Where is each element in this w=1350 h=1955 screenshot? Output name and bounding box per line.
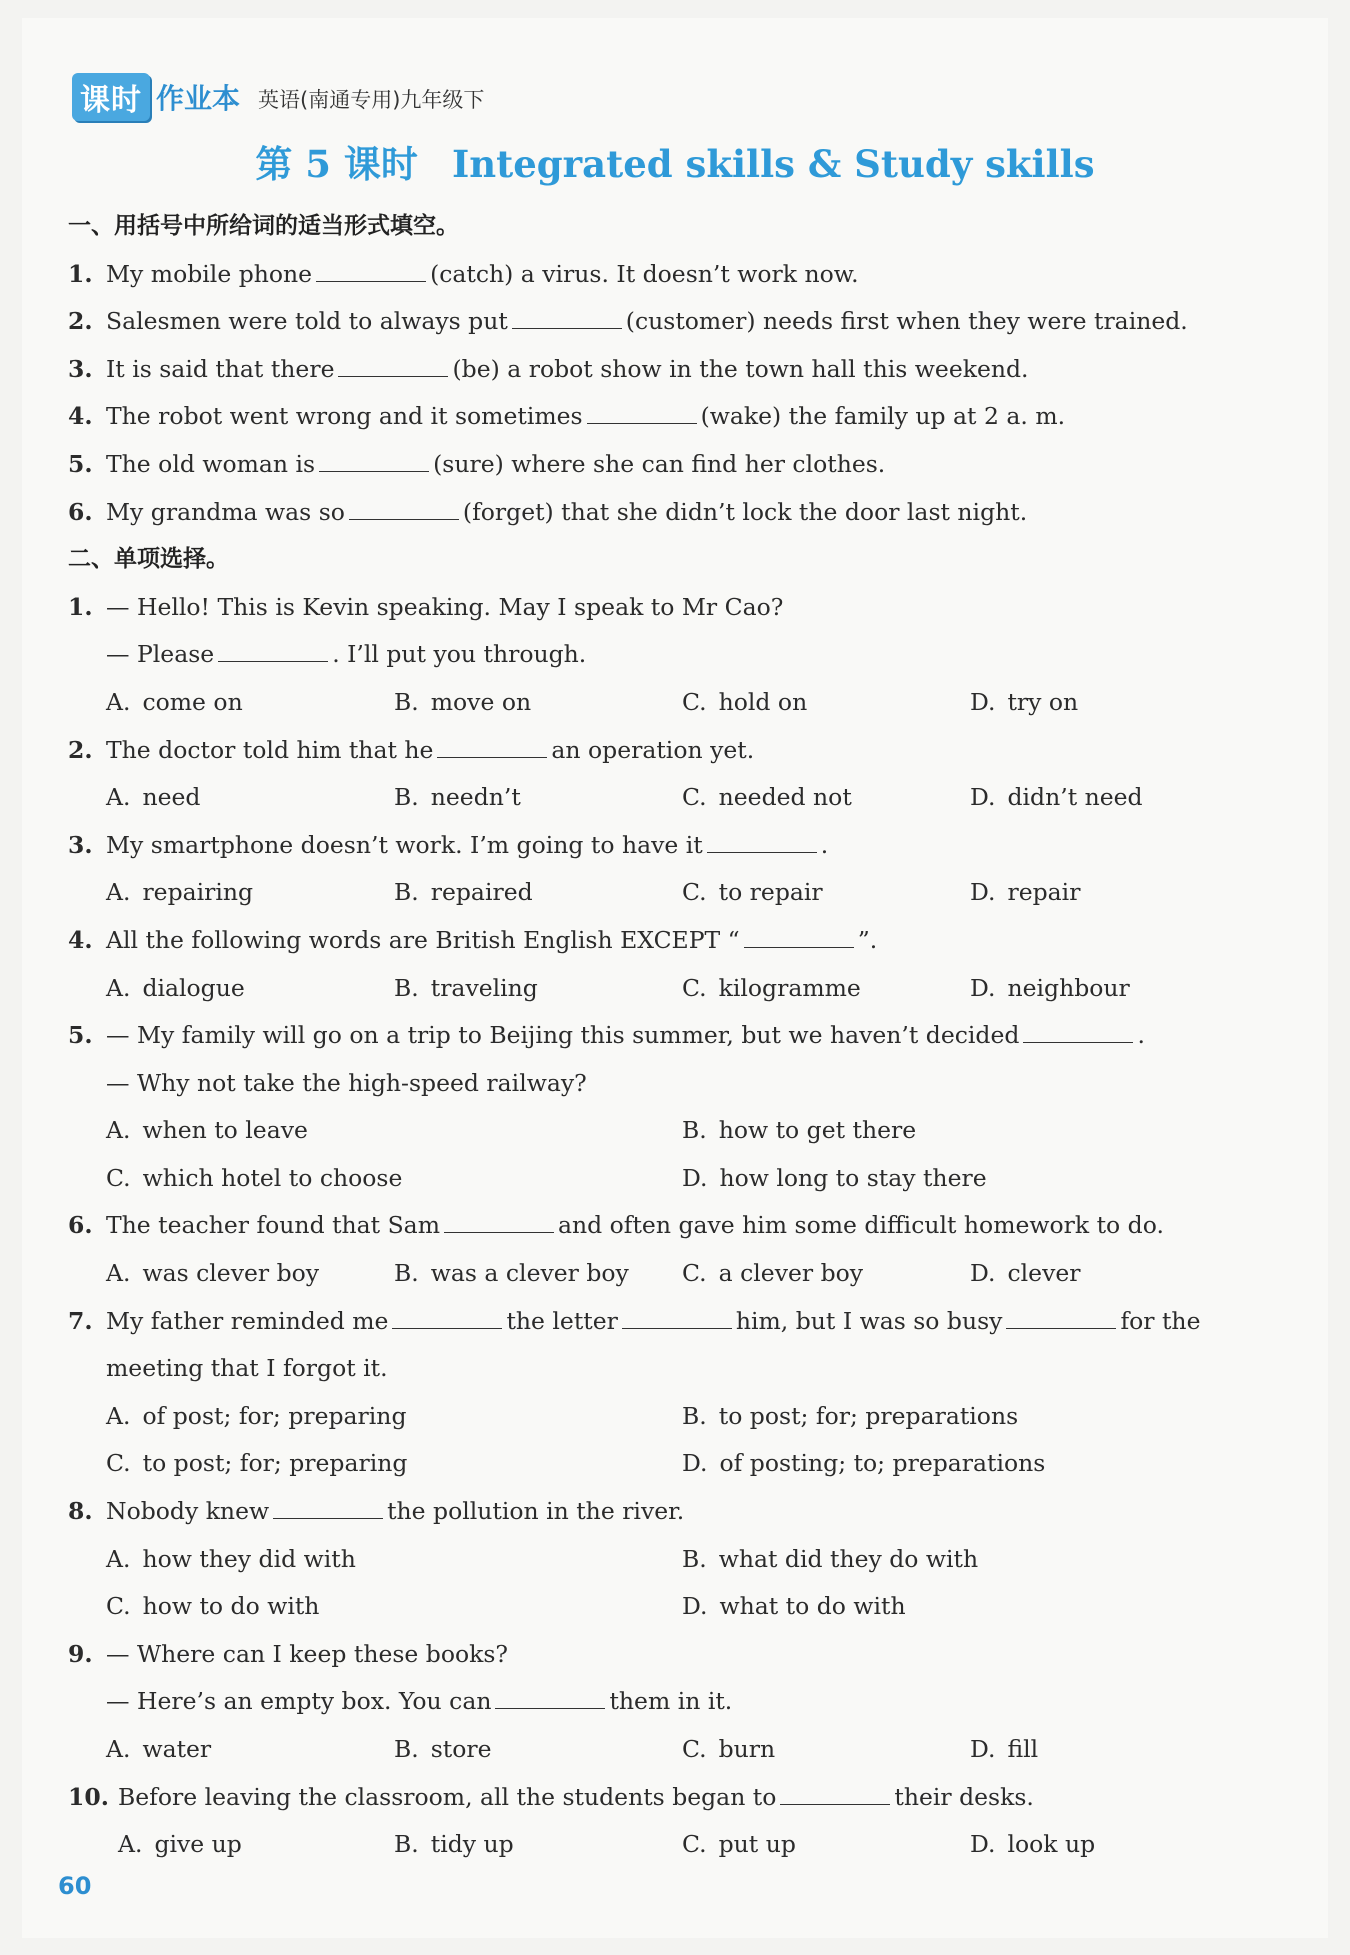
answer-blank[interactable] xyxy=(512,300,622,329)
part1-heading: 一、用括号中所给词的适当形式填空。 xyxy=(68,213,459,239)
option-row xyxy=(68,679,1288,727)
question-stem: — Please . I’ll put you through. xyxy=(68,631,1288,679)
option-row xyxy=(68,774,1288,822)
option-b[interactable]: B. how to get there xyxy=(682,1116,917,1145)
option-b[interactable]: B. to post; for; preparations xyxy=(682,1401,1019,1430)
option-row xyxy=(68,1821,1288,1869)
option-d[interactable]: D. what to do with xyxy=(682,1592,906,1621)
option-c[interactable]: C. needed not xyxy=(682,783,852,812)
option-c[interactable]: C. how to do with xyxy=(106,1592,320,1621)
brand-logo-text: 作业本 xyxy=(156,82,241,115)
option-row xyxy=(68,1250,1288,1298)
option-b[interactable]: B. traveling xyxy=(394,973,538,1002)
option-d[interactable]: D. didn’t need xyxy=(970,783,1143,812)
option-a[interactable]: A. come on xyxy=(106,687,243,716)
answer-blank[interactable] xyxy=(319,443,429,472)
answer-blank[interactable] xyxy=(316,253,426,282)
fill-item: 5. The old woman is (sure) where she can find her clothes. xyxy=(68,441,1288,489)
option-b[interactable]: B. was a clever boy xyxy=(394,1259,629,1288)
option-d[interactable]: D. try on xyxy=(970,687,1079,716)
option-row xyxy=(68,1583,1288,1631)
option-row xyxy=(68,965,1288,1013)
question-stem: 1. — Hello! This is Kevin speaking. May I speak to Mr Cao? xyxy=(68,592,784,621)
option-d[interactable]: D. look up xyxy=(970,1830,1096,1859)
option-a[interactable]: A. need xyxy=(106,783,201,812)
lesson-title xyxy=(0,134,1350,188)
option-a[interactable]: A. when to leave xyxy=(106,1116,308,1145)
option-d[interactable]: D. of posting; to; preparations xyxy=(682,1449,1046,1478)
option-d[interactable]: D. fill xyxy=(970,1735,1039,1763)
fill-item: 4. The robot went wrong and it sometimes (wake) the family up at 2 a. m. xyxy=(68,393,1288,441)
answer-blank[interactable] xyxy=(587,395,697,424)
fill-item: 1. My mobile phone (catch) a virus. It doesn’t work now. xyxy=(68,251,1288,299)
page-number: 60 xyxy=(58,1872,92,1900)
option-row xyxy=(68,1440,1288,1488)
question-stem: 10. Before leaving the classroom, all the students began to their desks. xyxy=(68,1774,1288,1822)
question-stem: 2. The doctor told him that he an operation yet. xyxy=(68,727,1288,775)
option-c[interactable]: C. a clever boy xyxy=(682,1259,864,1288)
lesson-title-en: Integrated skills & Study skills xyxy=(451,142,1095,186)
answer-blank[interactable] xyxy=(273,1490,383,1519)
option-c[interactable]: C. to repair xyxy=(682,878,823,907)
option-a[interactable]: A. of post; for; preparing xyxy=(106,1401,407,1430)
option-c[interactable]: C. burn xyxy=(682,1735,776,1763)
exercise-content xyxy=(68,203,1288,1869)
option-b[interactable]: B. store xyxy=(394,1735,492,1763)
option-row xyxy=(68,1107,1288,1155)
question-stem: — Here’s an empty box. You can them in it. xyxy=(68,1678,1288,1726)
question-stem: — Why not take the high-speed railway? xyxy=(106,1068,587,1097)
answer-blank[interactable] xyxy=(622,1300,732,1329)
book-header xyxy=(72,72,484,122)
option-a[interactable]: A. repairing xyxy=(106,878,254,907)
part2-heading: 二、单项选择。 xyxy=(68,546,229,573)
option-d[interactable]: D. neighbour xyxy=(970,973,1130,1002)
option-b[interactable]: B. repaired xyxy=(394,878,533,907)
question-stem: meeting that I forgot it. xyxy=(106,1354,388,1383)
option-a[interactable]: A. was clever boy xyxy=(106,1259,320,1288)
answer-blank[interactable] xyxy=(495,1680,605,1709)
question-stem: 3. My smartphone doesn’t work. I’m going to have it . xyxy=(68,822,1288,870)
option-a[interactable]: A. how they did with xyxy=(106,1544,356,1573)
option-c[interactable]: C. which hotel to choose xyxy=(106,1163,403,1192)
answer-blank[interactable] xyxy=(744,919,854,948)
option-c[interactable]: C. put up xyxy=(682,1830,796,1859)
question-stem: 7. My father reminded me the letter him, but I was so busy for the xyxy=(68,1298,1288,1346)
lesson-title-cn: 第 5 课时 xyxy=(255,142,418,186)
question-stem: 9. — Where can I keep these books? xyxy=(68,1639,509,1668)
answer-blank[interactable] xyxy=(707,824,817,853)
brand-logo: 课时 xyxy=(72,73,150,121)
option-b[interactable]: B. move on xyxy=(394,687,532,716)
option-row xyxy=(68,1155,1288,1203)
option-c[interactable]: C. to post; for; preparing xyxy=(106,1449,408,1478)
option-a[interactable]: A. water xyxy=(106,1735,212,1763)
question-stem: 4. All the following words are British English EXCEPT “ ”. xyxy=(68,917,1288,965)
answer-blank[interactable] xyxy=(349,491,459,520)
question-stem: 8. Nobody knew the pollution in the river. xyxy=(68,1488,1288,1536)
answer-blank[interactable] xyxy=(444,1204,554,1233)
answer-blank[interactable] xyxy=(338,348,448,377)
answer-blank[interactable] xyxy=(437,729,547,758)
fill-item: 6. My grandma was so (forget) that she didn’t lock the door last night. xyxy=(68,489,1288,537)
option-d[interactable]: D. how long to stay there xyxy=(682,1163,987,1192)
answer-blank[interactable] xyxy=(392,1300,502,1329)
answer-blank[interactable] xyxy=(1006,1300,1116,1329)
option-row xyxy=(68,869,1288,917)
option-c[interactable]: C. kilogramme xyxy=(682,973,861,1002)
option-row xyxy=(68,1726,1288,1774)
option-a[interactable]: A. give up xyxy=(118,1830,242,1859)
option-a[interactable]: A. dialogue xyxy=(106,973,245,1002)
book-info: 英语(南通专用)九年级下 xyxy=(258,88,485,112)
question-stem: 5. — My family will go on a trip to Beijing this summer, but we haven’t decided . xyxy=(68,1012,1288,1060)
answer-blank[interactable] xyxy=(1023,1014,1133,1043)
fill-item: 3. It is said that there (be) a robot show in the town hall this weekend. xyxy=(68,346,1288,394)
answer-blank[interactable] xyxy=(218,633,328,662)
fill-item: 2. Salesmen were told to always put (customer) needs first when they were trained. xyxy=(68,298,1288,346)
option-b[interactable]: B. tidy up xyxy=(394,1830,514,1859)
option-row xyxy=(68,1393,1288,1441)
option-row xyxy=(68,1536,1288,1584)
option-d[interactable]: D. clever xyxy=(970,1259,1081,1288)
answer-blank[interactable] xyxy=(780,1776,890,1805)
option-b[interactable]: B. what did they do with xyxy=(682,1544,979,1573)
option-d[interactable]: D. repair xyxy=(970,878,1081,907)
option-b[interactable]: B. needn’t xyxy=(394,783,521,812)
option-c[interactable]: C. hold on xyxy=(682,687,808,716)
question-stem: 6. The teacher found that Sam and often gave him some difficult homework to do. xyxy=(68,1202,1288,1250)
